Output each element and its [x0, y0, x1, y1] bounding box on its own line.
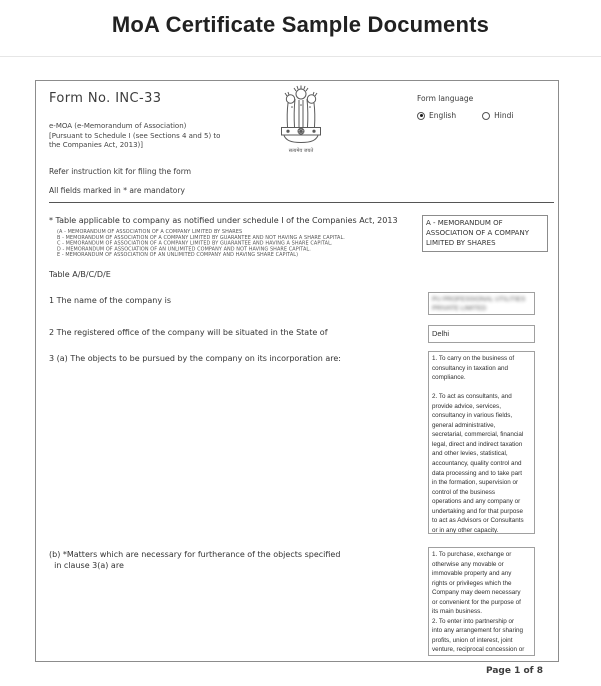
- registered-office-label: 2 The registered office of the company will be situated in the State of: [49, 328, 328, 337]
- objects-pursued-label: 3 (a) The objects to be pursued by the company on its incorporation are:: [49, 354, 341, 363]
- form-subtitle: e-MOA (e-Memorandum of Association) [Pursuant to Schedule I (see Sections 4 and 5) to the Companies Act, 2013)]: [49, 122, 221, 149]
- objects-pursued-field[interactable]: 1. To carry on the business of consultancy in taxation and compliance. 2. To act as consultants, and provide advice, services, consultancy in various fields, general administrative, secretarial, commercial, financial legal, direct and indirect taxation and other levies, statistical, accountancy, quality control and data processing and to take part in the formation, supervision or control of the business operations and any company or undertaking and for that purpose to act as Advisors or Consultants or in any other capacity.: [428, 351, 535, 534]
- table-options-fine-print: [57, 229, 418, 258]
- form-language-options: [417, 111, 513, 120]
- furtherance-matters-label: (b) *Matters which are necessary for furtherance of the objects specified in clause 3(a) are: [49, 550, 341, 570]
- emblem-caption: सत्यमेव जयते: [288, 148, 314, 154]
- fine-print-line: E - MEMORANDUM OF ASSOCIATION OF AN UNLIMITED COMPANY AND HAVING SHARE CAPITAL): [57, 251, 299, 258]
- registered-office-field[interactable]: Delhi: [428, 325, 535, 343]
- fine-print-line: D - MEMORANDUM OF ASSOCIATION OF AN UNLIMITED COMPANY AND NOT HAVING SHARE CAPITAL.: [57, 246, 311, 252]
- india-emblem-icon: [278, 85, 324, 147]
- title-separator: [0, 56, 601, 57]
- table-applicable-value-field[interactable]: A - MEMORANDUM OF ASSOCIATION OF A COMPANY LIMITED BY SHARES: [422, 215, 548, 252]
- radio-option-english[interactable]: [417, 111, 456, 120]
- instruction-line-1: Refer instruction kit for filing the form: [49, 167, 192, 176]
- inc33-form-document: [35, 80, 559, 662]
- section-divider: [49, 202, 554, 203]
- furtherance-matters-field[interactable]: 1. To purchase, exchange or otherwise any movable or immovable property and any rights or privileges which the Company may deem necessary or convenient for the purpose of its main business. 2. To enter into partnership or into any arrangement for sharing profits, union of interest, joint venture, reciprocal concession or: [428, 547, 535, 656]
- english-radio-icon[interactable]: [417, 112, 425, 120]
- fine-print-line: C - MEMORANDUM OF ASSOCIATION OF A COMPANY LIMITED BY GUARANTEE AND HAVING A SHARE CAPITAL.: [57, 240, 333, 247]
- page-title: MoA Certificate Sample Documents: [111, 12, 490, 37]
- company-name-label: 1 The name of the company is: [49, 296, 172, 305]
- form-number-heading: Form No. INC-33: [49, 91, 162, 106]
- hindi-radio-icon[interactable]: [482, 112, 490, 120]
- radio-option-hindi[interactable]: [482, 111, 513, 120]
- instruction-line-2: All fields marked in * are mandatory: [49, 186, 185, 195]
- english-radio-label: English: [429, 111, 457, 120]
- form-language-label: Form language: [417, 94, 474, 103]
- table-applicable-label: * Table applicable to company as notified under schedule I of the Companies Act, 2013: [49, 216, 398, 225]
- table-abcde-label: Table A/B/C/D/E: [49, 270, 111, 279]
- fine-print-line: B - MEMORANDUM OF ASSOCIATION OF A COMPANY LIMITED BY GUARANTEE AND NOT HAVING A SHARE CAPITAL.: [57, 234, 345, 241]
- fine-print-line: (A - MEMORANDUM OF ASSOCIATION OF A COMPANY LIMITED BY SHARES: [57, 229, 243, 235]
- company-name-redacted-value: PU PROFESSIONAL UTILITIES PRIVATE LIMITED: [432, 296, 526, 312]
- page-indicator: Page 1 of 8: [486, 666, 543, 676]
- hindi-radio-label: Hindi: [494, 111, 514, 120]
- company-name-field[interactable]: [428, 292, 535, 315]
